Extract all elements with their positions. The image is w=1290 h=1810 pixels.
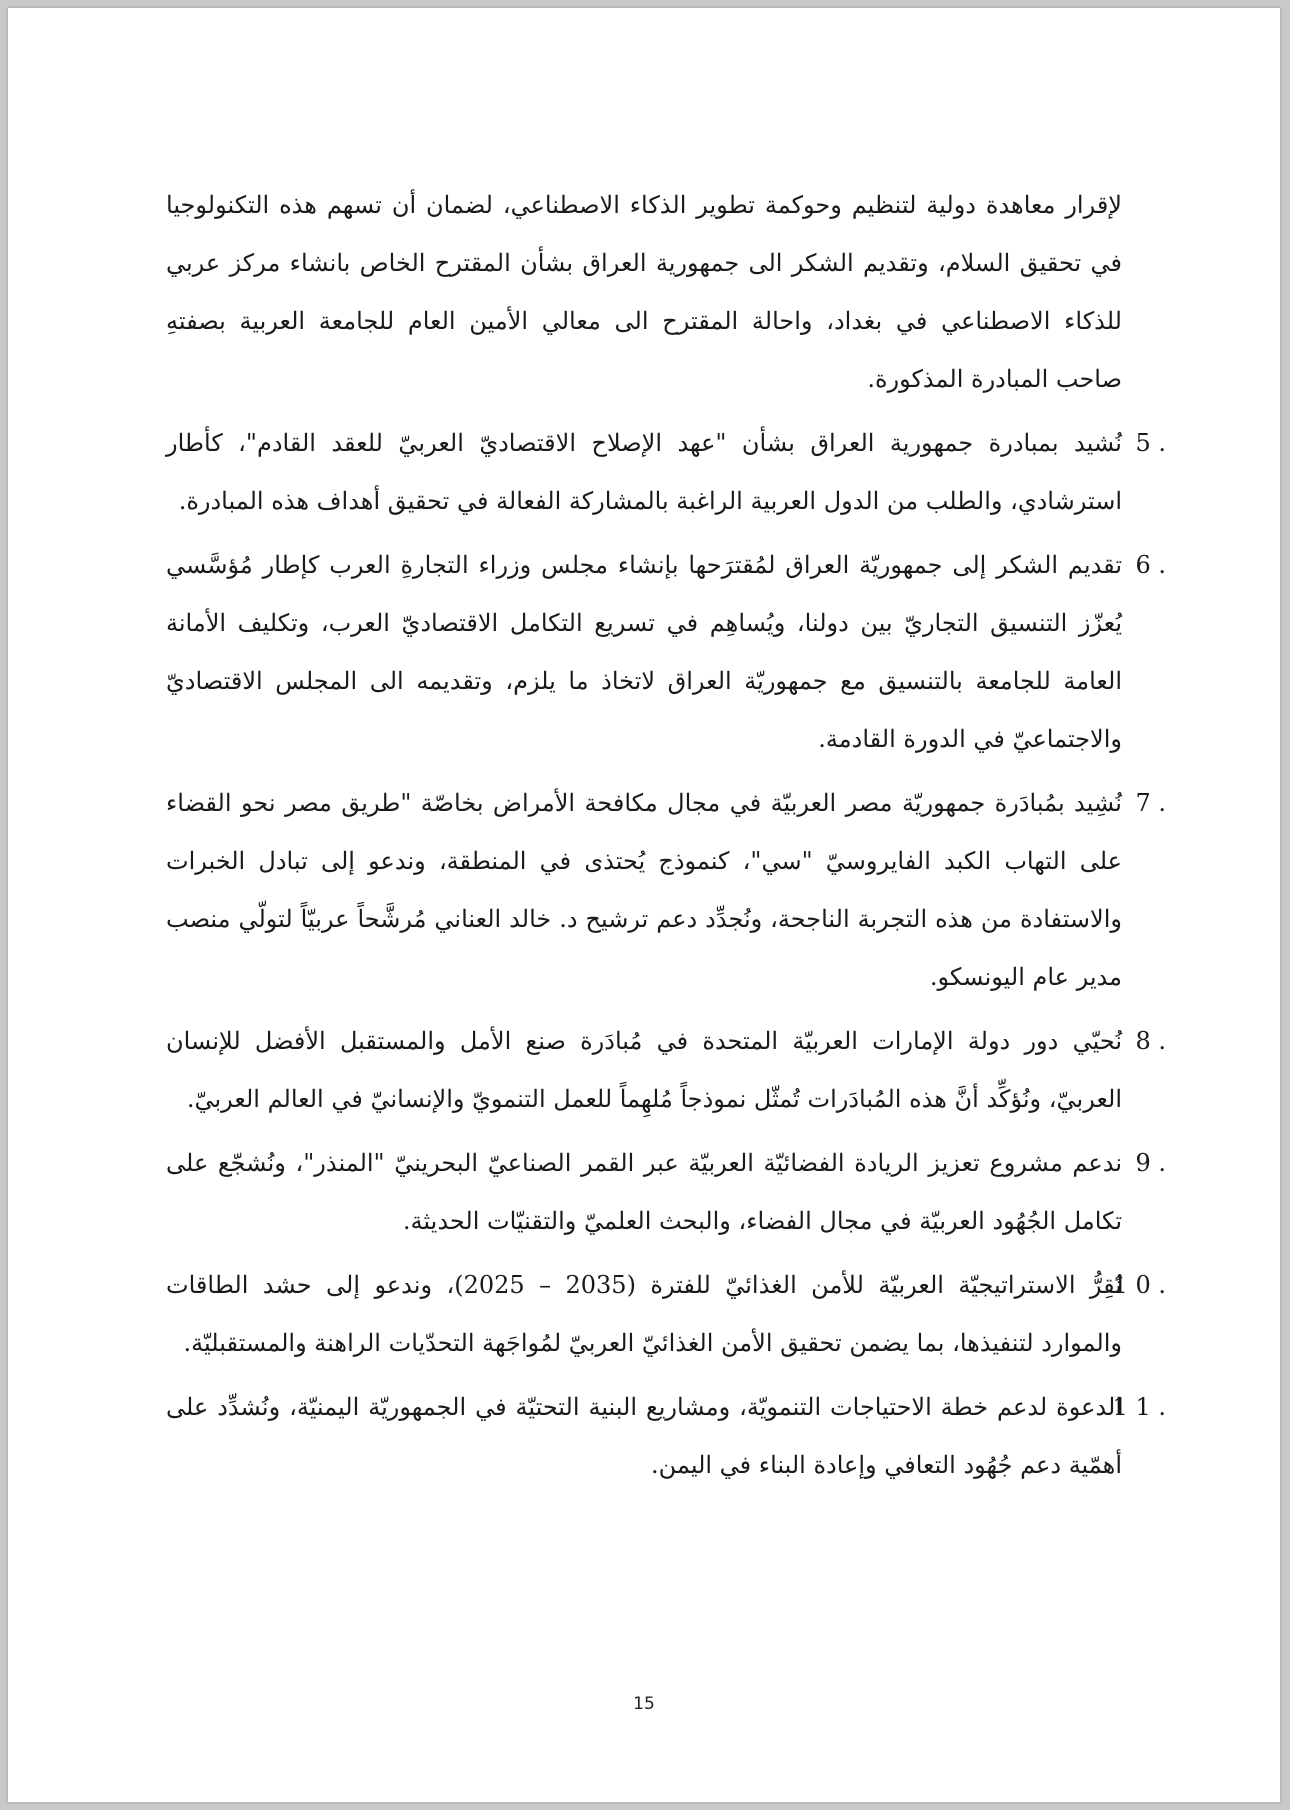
- item-number: 1 1 .: [1112, 1393, 1166, 1421]
- item-number: 9 .: [1135, 1149, 1166, 1177]
- item-text: تقديم الشكر إلى جمهوريّة العراق لمُقترَحها بإنشاء مجلس وزراء التجارةِ العرب كإطار مُؤسَّسي يُعزّز التنسيق التجاريّ بين دولنا، ويُساهِم في تسريع التكامل الاقتصاديّ العرب، وتكليف الأمانة العامة للجامعة بالتنسيق مع جمهوريّة العراق لاتخاذ ما يلزم، وتقديمه الى المجلس الاقتصاديّ والاجتماعيّ في الدورة القادمة.: [166, 551, 1122, 753]
- item-number: 5 .: [1135, 429, 1166, 457]
- item-text: ندعم مشروع تعزيز الريادة الفضائيّة العربيّة عبر القمر الصناعيّ البحرينيّ "المنذر"، ونُشجّع على تكامل الجُهُود العربيّة في مجال الفضاء، والبحث العلميّ والتقنيّات الحديثة.: [166, 1149, 1122, 1235]
- list-item: [166, 1134, 1166, 1250]
- list-item: [166, 536, 1166, 768]
- item-number: 8 .: [1135, 1027, 1166, 1055]
- item-text: الدعوة لدعم خطة الاحتياجات التنمويّة، ومشاريع البنية التحتيّة في الجمهوريّة اليمنيّة، ونُشدِّد على أهمّية دعم جُهُود التعافي وإعادة البناء في اليمن.: [166, 1393, 1122, 1479]
- page-content: [166, 176, 1166, 1494]
- item-number: 7 .: [1135, 789, 1166, 817]
- item-number: 1 0 .: [1112, 1271, 1166, 1299]
- list-item: [166, 1256, 1166, 1372]
- item-number: 6 .: [1135, 551, 1166, 579]
- list-item: [166, 774, 1166, 1006]
- item-text: نُحيّي دور دولة الإمارات العربيّة المتحدة في مُبادَرة صنع الأمل والمستقبل الأفضل للإنسان العربيّ، ونُؤكِّد أنَّ هذه المُبادَرات تُمثّل نموذجاً مُلهِماً للعمل التنمويّ والإنسانيّ في العالم العربيّ.: [166, 1027, 1122, 1113]
- list-item: [166, 1012, 1166, 1128]
- item-text: نُقِرُّ الاستراتيجيّة العربيّة للأمن الغذائيّ للفترة (2035 – 2025)، وندعو إلى حشد الطاقات والموارد لتنفيذها، بما يضمن تحقيق الأمن الغذائيّ العربيّ لمُواجَهة التحدّيات الراهنة والمستقبليّة.: [166, 1271, 1122, 1357]
- list-item: [166, 1378, 1166, 1494]
- intro-paragraph: لإقرار معاهدة دولية لتنظيم وحوكمة تطوير الذكاء الاصطناعي، لضمان أن تسهم هذه التكنولوجيا في تحقيق السلام، وتقديم الشكر الى جمهورية العراق بشأن المقترح الخاص بانشاء مركز عربي للذكاء الاصطناعي في بغداد، واحالة المقترح الى معالي الأمين العام للجامعة العربية بصفتهِ صاحب المبادرة المذكورة.: [166, 191, 1122, 393]
- page-number: 15: [633, 1694, 655, 1714]
- list-item: [166, 414, 1166, 530]
- item-text: نُشِيد بمُبادَرة جمهوريّة مصر العربيّة في مجال مكافحة الأمراض بخاصّة "طريق مصر نحو القضاء على التهاب الكبد الفايروسيّ "سي"، كنموذج يُحتذى في المنطقة، وندعو إلى تبادل الخبرات والاستفادة من هذه التجربة الناجحة، ونُجدِّد دعم ترشيح د. خالد العناني مُرشَّحاً عربيّاً لتولّي منصب مدير عام اليونسكو.: [166, 789, 1122, 991]
- document-page: [8, 8, 1280, 1802]
- item-text: نُشيد بمبادرة جمهورية العراق بشأن "عهد الإصلاح الاقتصاديّ العربيّ للعقد القادم"، كأطار استرشادي، والطلب من الدول العربية الراغبة بالمشاركة الفعالة في تحقيق أهداف هذه المبادرة.: [166, 429, 1122, 515]
